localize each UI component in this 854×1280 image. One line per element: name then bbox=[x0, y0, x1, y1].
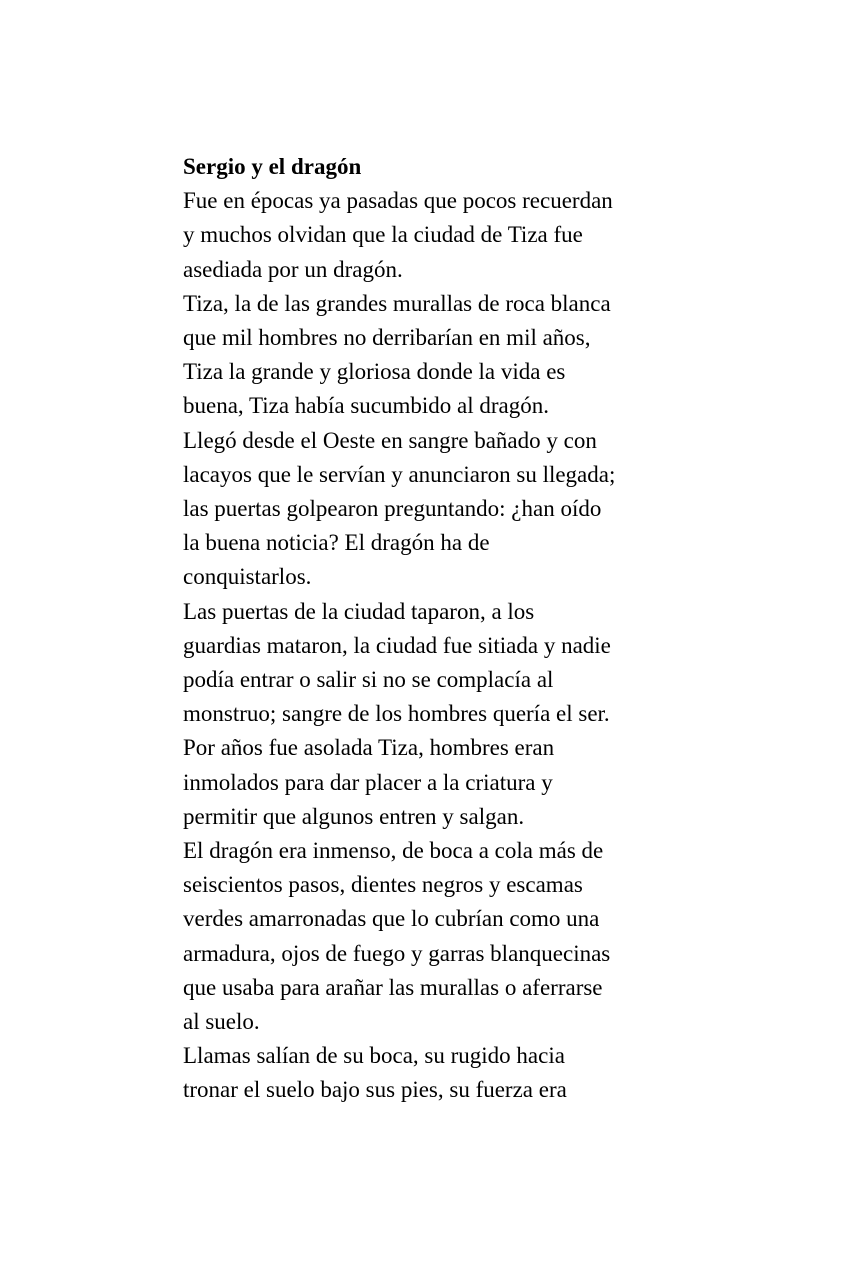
document-title: Sergio y el dragón bbox=[183, 154, 362, 179]
text-line: lacayos que le servían y anunciaron su llegada; bbox=[183, 461, 616, 487]
text-line: asediada por un dragón. bbox=[183, 256, 403, 282]
text-line: conquistarlos. bbox=[183, 564, 312, 590]
text-line: buena, Tiza había sucumbido al dragón. bbox=[183, 393, 550, 419]
text-line: que mil hombres no derribarían en mil años, bbox=[183, 325, 591, 351]
text-line: Por años fue asolada Tiza, hombres eran bbox=[183, 735, 555, 761]
text-line: Las puertas de la ciudad taparon, a los bbox=[183, 598, 535, 624]
document-body bbox=[183, 150, 683, 1108]
text-line: Llamas salían de su boca, su rugido hacia bbox=[183, 1043, 565, 1069]
text-line: al suelo. bbox=[183, 1009, 260, 1035]
text-line: Tiza, la de las grandes murallas de roca blanca bbox=[183, 290, 611, 316]
text-line: Fue en épocas ya pasadas que pocos recuerdan bbox=[183, 188, 613, 214]
text-line: verdes amarronadas que lo cubrían como una bbox=[183, 906, 600, 932]
text-line: guardias mataron, la ciudad fue sitiada y nadie bbox=[183, 632, 611, 658]
text-line: la buena noticia? El dragón ha de bbox=[183, 530, 490, 556]
text-line: tronar el suelo bajo sus pies, su fuerza era bbox=[183, 1077, 567, 1103]
text-line: las puertas golpearon preguntando: ¿han oído bbox=[183, 496, 602, 522]
text-line: seiscientos pasos, dientes negros y escamas bbox=[183, 872, 583, 898]
text-line: armadura, ojos de fuego y garras blanquecinas bbox=[183, 940, 611, 966]
text-line: que usaba para arañar las murallas o aferrarse bbox=[183, 974, 603, 1000]
text-line: Tiza la grande y gloriosa donde la vida es bbox=[183, 359, 566, 385]
text-line: Llegó desde el Oeste en sangre bañado y con bbox=[183, 427, 597, 453]
text-line: monstruo; sangre de los hombres quería el ser. bbox=[183, 701, 610, 727]
text-line: permitir que algunos entren y salgan. bbox=[183, 803, 525, 829]
text-line: podía entrar o salir si no se complacía al bbox=[183, 667, 554, 693]
text-line: El dragón era inmenso, de boca a cola más de bbox=[183, 838, 604, 864]
text-line: y muchos olvidan que la ciudad de Tiza fue bbox=[183, 222, 583, 248]
text-line: inmolados para dar placer a la criatura y bbox=[183, 769, 553, 795]
